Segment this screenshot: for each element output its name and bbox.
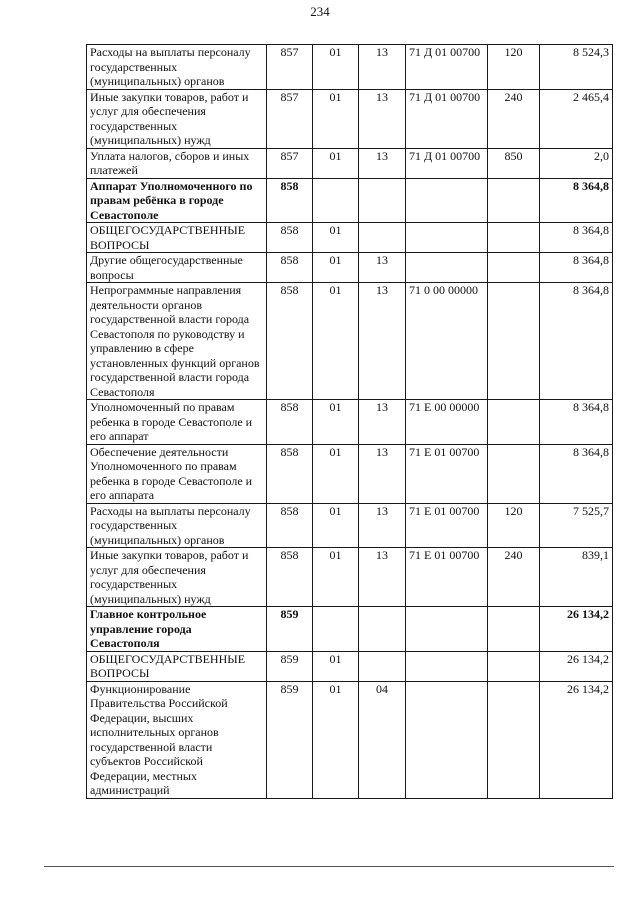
cell-subsection-code: 13 <box>359 400 406 445</box>
cell-subsection-code <box>359 178 406 223</box>
cell-section-code: 01 <box>313 503 359 548</box>
cell-target-article <box>406 253 488 283</box>
cell-expense-type <box>488 283 540 400</box>
cell-subsection-code: 13 <box>359 89 406 148</box>
cell-name: ОБЩЕГОСУДАРСТВЕННЫЕ ВОПРОСЫ <box>87 223 267 253</box>
cell-ministry-code: 859 <box>267 681 313 798</box>
cell-expense-type: 240 <box>488 548 540 607</box>
cell-ministry-code: 858 <box>267 400 313 445</box>
table-row <box>87 607 613 652</box>
cell-amount: 7 525,7 <box>540 503 613 548</box>
cell-amount: 839,1 <box>540 548 613 607</box>
cell-amount: 2,0 <box>540 148 613 178</box>
cell-section-code <box>313 607 359 652</box>
cell-section-code: 01 <box>313 548 359 607</box>
cell-expense-type <box>488 651 540 681</box>
cell-name: ОБЩЕГОСУДАРСТВЕННЫЕ ВОПРОСЫ <box>87 651 267 681</box>
cell-expense-type <box>488 400 540 445</box>
cell-subsection-code <box>359 223 406 253</box>
cell-amount: 8 364,8 <box>540 283 613 400</box>
cell-subsection-code: 13 <box>359 148 406 178</box>
cell-target-article: 71 Е 01 00700 <box>406 548 488 607</box>
cell-subsection-code <box>359 607 406 652</box>
page-number: 234 <box>310 4 330 19</box>
cell-expense-type <box>488 681 540 798</box>
cell-section-code: 01 <box>313 681 359 798</box>
cell-target-article: 71 0 00 00000 <box>406 283 488 400</box>
cell-name: Иные закупки товаров, работ и услуг для обеспечения государственных (муниципальных) нужд <box>87 548 267 607</box>
cell-ministry-code: 857 <box>267 89 313 148</box>
cell-expense-type: 120 <box>488 45 540 90</box>
cell-ministry-code: 858 <box>267 503 313 548</box>
cell-expense-type: 850 <box>488 148 540 178</box>
cell-expense-type: 120 <box>488 503 540 548</box>
cell-ministry-code: 857 <box>267 148 313 178</box>
cell-target-article <box>406 223 488 253</box>
cell-target-article: 71 Е 00 00000 <box>406 400 488 445</box>
cell-amount: 26 134,2 <box>540 681 613 798</box>
cell-section-code: 01 <box>313 651 359 681</box>
cell-target-article <box>406 178 488 223</box>
cell-expense-type <box>488 178 540 223</box>
cell-ministry-code: 859 <box>267 607 313 652</box>
cell-ministry-code: 858 <box>267 548 313 607</box>
cell-amount: 2 465,4 <box>540 89 613 148</box>
cell-name: Иные закупки товаров, работ и услуг для обеспечения государственных (муниципальных) нужд <box>87 89 267 148</box>
cell-name: Функционирование Правительства Российской Федерации, высших исполнительных органов государственной власти субъектов Российской Федерации, местных администраций <box>87 681 267 798</box>
cell-subsection-code: 13 <box>359 253 406 283</box>
cell-target-article: 71 Д 01 00700 <box>406 45 488 90</box>
cell-amount: 26 134,2 <box>540 607 613 652</box>
cell-section-code: 01 <box>313 45 359 90</box>
cell-ministry-code: 858 <box>267 178 313 223</box>
cell-subsection-code: 13 <box>359 548 406 607</box>
cell-name: Непрограммные направления деятельности органов государственной власти города Севастополя по руководству и управлению в сфере установленных функций органов государственной власти города Севастополя <box>87 283 267 400</box>
cell-section-code: 01 <box>313 89 359 148</box>
cell-target-article: 71 Е 01 00700 <box>406 444 488 503</box>
cell-expense-type <box>488 253 540 283</box>
table-row <box>87 681 613 798</box>
cell-target-article <box>406 607 488 652</box>
cell-amount: 8 364,8 <box>540 178 613 223</box>
table-row <box>87 283 613 400</box>
cell-expense-type <box>488 444 540 503</box>
budget-table <box>86 44 613 799</box>
cell-section-code: 01 <box>313 283 359 400</box>
table-row <box>87 148 613 178</box>
cell-amount: 8 364,8 <box>540 223 613 253</box>
cell-section-code: 01 <box>313 253 359 283</box>
cell-ministry-code: 859 <box>267 651 313 681</box>
cell-section-code: 01 <box>313 223 359 253</box>
cell-ministry-code: 858 <box>267 253 313 283</box>
cell-section-code: 01 <box>313 148 359 178</box>
cell-ministry-code: 858 <box>267 283 313 400</box>
cell-amount: 8 364,8 <box>540 253 613 283</box>
cell-ministry-code: 858 <box>267 444 313 503</box>
cell-name: Другие общегосударственные вопросы <box>87 253 267 283</box>
cell-expense-type: 240 <box>488 89 540 148</box>
table-row <box>87 253 613 283</box>
cell-target-article: 71 Е 01 00700 <box>406 503 488 548</box>
table-row <box>87 178 613 223</box>
cell-target-article: 71 Д 01 00700 <box>406 89 488 148</box>
cell-expense-type <box>488 223 540 253</box>
table-row <box>87 400 613 445</box>
cell-ministry-code: 857 <box>267 45 313 90</box>
cell-name: Расходы на выплаты персоналу государственных (муниципальных) органов <box>87 503 267 548</box>
cell-target-article <box>406 651 488 681</box>
table-row <box>87 223 613 253</box>
cell-name: Расходы на выплаты персоналу государственных (муниципальных) органов <box>87 45 267 90</box>
budget-table-body <box>87 45 613 799</box>
bottom-rule <box>44 866 614 867</box>
cell-ministry-code: 858 <box>267 223 313 253</box>
cell-subsection-code: 13 <box>359 283 406 400</box>
cell-target-article <box>406 681 488 798</box>
cell-subsection-code: 13 <box>359 45 406 90</box>
cell-name: Уполномоченный по правам ребенка в городе Севастополе и его аппарат <box>87 400 267 445</box>
cell-subsection-code: 13 <box>359 503 406 548</box>
cell-amount: 8 364,8 <box>540 400 613 445</box>
table-row <box>87 45 613 90</box>
cell-section-code <box>313 178 359 223</box>
cell-subsection-code <box>359 651 406 681</box>
table-row <box>87 89 613 148</box>
cell-name: Аппарат Уполномоченного по правам ребёнка в городе Севастополе <box>87 178 267 223</box>
cell-subsection-code: 04 <box>359 681 406 798</box>
table-row <box>87 444 613 503</box>
cell-name: Уплата налогов, сборов и иных платежей <box>87 148 267 178</box>
cell-amount: 8 524,3 <box>540 45 613 90</box>
cell-target-article: 71 Д 01 00700 <box>406 148 488 178</box>
cell-expense-type <box>488 607 540 652</box>
cell-section-code: 01 <box>313 444 359 503</box>
cell-amount: 26 134,2 <box>540 651 613 681</box>
cell-amount: 8 364,8 <box>540 444 613 503</box>
table-row <box>87 548 613 607</box>
cell-subsection-code: 13 <box>359 444 406 503</box>
cell-name: Обеспечение деятельности Уполномоченного по правам ребенка в городе Севастополе и его аппарата <box>87 444 267 503</box>
cell-section-code: 01 <box>313 400 359 445</box>
cell-name: Главное контрольное управление города Севастополя <box>87 607 267 652</box>
table-row <box>87 503 613 548</box>
table-row <box>87 651 613 681</box>
